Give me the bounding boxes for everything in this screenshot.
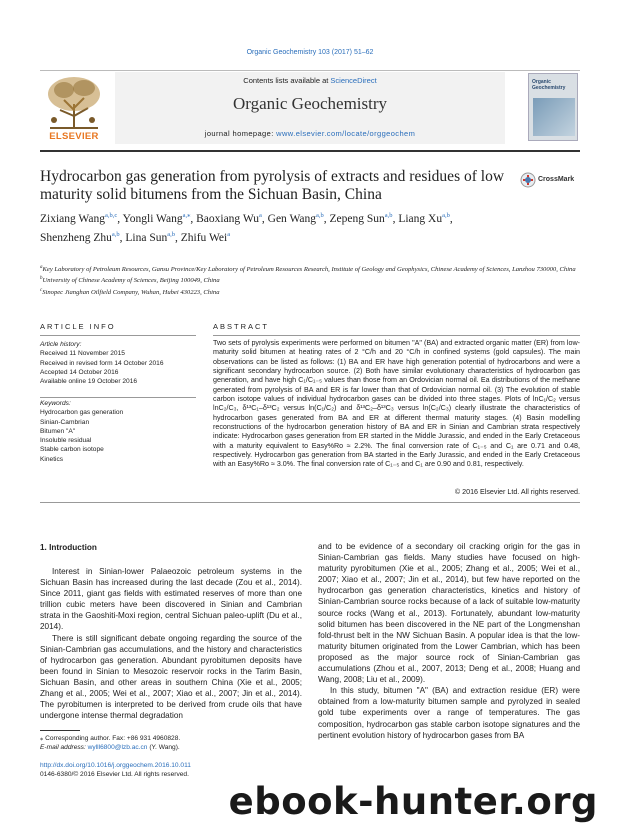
doi-link[interactable]: http://dx.doi.org/10.1016/j.orggeochem.2016.10.011 (40, 762, 191, 769)
crossmark-icon (520, 172, 536, 188)
affiliation-text: Key Laboratory of Petroleum Resources, Gansu Province/Key Laboratory of Petroleum Resources Research, Institute of Geology and Geophysics, Chinese Academy of Sciences, Lanzhou 730000, China (42, 266, 576, 274)
article-info-rule (40, 335, 196, 336)
footnote (40, 734, 302, 752)
body-paragraph: and to be evidence of a secondary oil cracking origin for the gas in Sinian-Cambrian gas fields. Many studies have focused on high-maturity pyrobitumen (Xie et al., 2005; Zhang et al., 2005; Wei et al., 2007; Xiao et al., 2007; Jin et al., 2014), but few have reported on the hydrocarbon gas generation characteristics, kinetics and history of Sinian-Cambrian source rocks because of a lack of suitable low-maturity source rocks (Wang et al., 2013). Fortunately, abundant low-maturity solid bitumen has been discovered in the NE part of the Longmenshan fold-thrust belt in the NW Sichuan Basin. A popular idea is that the low-maturity bitumen originated from the Lower Cambrian, which has been proposed as the major source rock of Sinian-Cambrian gas accumulations (Zhou et al., 2007, 2013; Deng et al., 2008; Huang and Wang, 2008; Liu et al., 2009). (318, 542, 580, 685)
keywords (40, 399, 200, 464)
author-name[interactable]: Shenzheng Zhu (40, 231, 112, 244)
abstract-heading: ABSTRACT (213, 322, 270, 331)
author-affiliation-marker[interactable]: a,b (111, 230, 120, 238)
keyword-item: Insoluble residual (40, 437, 92, 445)
introduction-heading: 1. Introduction (40, 543, 97, 552)
journal-reference[interactable]: Organic Geochemistry 103 (2017) 51–62 (246, 49, 374, 56)
author-affiliation-marker[interactable]: a,⁎ (182, 212, 191, 219)
email-label: E-mail address: (40, 744, 88, 751)
author-list (40, 208, 560, 246)
contents-prefix: Contents lists available at (243, 76, 331, 85)
history-item: Received in revised form 14 October 2016 (40, 359, 164, 367)
abstract-rule (213, 335, 580, 336)
body-column-left (40, 566, 302, 721)
author-affiliation-marker[interactable]: a,b (442, 212, 450, 219)
keywords-rule (40, 397, 196, 398)
article-info-heading: ARTICLE INFO (40, 322, 116, 331)
sciencedirect-link[interactable]: ScienceDirect (330, 76, 377, 85)
article-title: Hydrocarbon gas generation from pyrolysis of extracts and residues of low maturity solid bitumens from the Sichuan Basin, China (40, 168, 505, 203)
author-affiliation-marker[interactable]: a,b (167, 230, 175, 238)
author-affiliation-marker[interactable]: a (227, 230, 231, 238)
keyword-item: Bitumen "A" (40, 427, 76, 435)
keyword-item: Sinian-Cambrian (40, 418, 90, 426)
abstract-bottom-rule (40, 502, 580, 503)
email-link[interactable]: wylll6800@lzb.ac.cn (87, 744, 148, 751)
body-paragraph: In this study, bitumen "A" (BA) and extraction residue (ER) were obtained from a low-maturity bitumen sample and pyrolyzed in sealed gold tube experiments over a range of temperatures. The gas composition, hydrocarbon gas stable carbon isotope signatures and the pertinent evolution history of hydrocarbon gases from BA (318, 686, 580, 740)
keyword-item: Hydrocarbon gas generation (40, 409, 124, 417)
author-name[interactable]: Liang Xu (398, 212, 443, 225)
author-separator: , (261, 212, 268, 225)
doi-block (40, 761, 302, 779)
author-name[interactable]: Yongli Wang (122, 212, 183, 225)
keyword-item: Kinetics (40, 455, 64, 463)
header-bottom-rule (40, 150, 580, 152)
author-affiliation-marker[interactable]: a (259, 212, 262, 219)
cover-title: Organic Geochemistry (532, 79, 566, 91)
watermark (0, 780, 620, 827)
watermark-text: ebook-hunter.org (228, 780, 598, 823)
keyword-item: Stable carbon isotope (40, 446, 104, 454)
contents-available (115, 76, 505, 85)
homepage-link[interactable]: www.elsevier.com/locate/orggeochem (276, 129, 416, 138)
affiliation-item (40, 286, 580, 297)
homepage-prefix: journal homepage: (204, 129, 277, 138)
journal-cover-thumbnail (528, 73, 578, 141)
journal-title: Organic Geochemistry (232, 94, 388, 113)
body-column-right (318, 541, 580, 741)
affiliation-item (40, 263, 580, 274)
issn-line: 0146-6380/© 2016 Elsevier Ltd. All rights reserved. (40, 771, 189, 778)
history-item: Received 11 November 2015 (40, 350, 125, 358)
journal-homepage (115, 129, 505, 138)
author-name[interactable]: Gen Wang (267, 212, 317, 225)
author-name[interactable]: Lina Sun (125, 231, 168, 244)
abstract-text: Two sets of pyrolysis experiments were performed on bitumen "A" (BA) and extracted organic matter (ER) from low-maturity solid bitumen at heating rates of 2 °C/h and 20 °C/h in confined systems (gold capsules). The main observations can be listed as follows: (1) BA and ER have high generation potential of hydrocarbons and were a significant secondary hydrocarbon source. (2) Both have similar evolutionary characteristics of hydrocarbon gas generation, and have high C₁/C₁₋₅ values than those from an Ordovician normal oil. Ea distributions of the methane generated from pyrolysis of BA and ER is far lower than that of Ordovician normal oil. (3) The evolution of stable carbon isotope values of individual hydrocarbon gases can be divided into three stages. Plots of lnC₁/C₂ versus lnC₂/C₃, δ¹³C₁–δ¹³C₂ versus ln(C₁/C₂) and δ¹³C₂–δ¹³C₃ versus ln(C₂/C₃) clearly illustrate the characteristics of hydrocarbon gases generated from BA and ER at different thermal maturity stages. (4) Basin modelling reconstructions of the hydrocarbon generation history of BA and ER in Sinian and Cambrian strata respectively indicate: Hydrocarbon gases generation from ER started in the Middle Jurassic, and ended in the Early Cretaceous with a maturity equivalent to Easy%Ro ≈ 2.2%. The final conversion rate of C₁₋₅ and C₁ are 0.71 and 0.48, respectively. Hydrocarbon gas generation from BA started in the Early Jurassic, and ended in the Early Cretaceous with an Easy%Ro ≈ 3.0%. The final conversion rate of C₁₋₅ and C₁ are 0.90 and 0.81, respectively. (213, 339, 580, 469)
author-separator: , (392, 212, 399, 225)
email-suffix: (Y. Wang). (147, 744, 180, 751)
article-history (40, 340, 200, 386)
corresponding-author: ⁎ Corresponding author. Fax: +86 931 4960828. (40, 735, 181, 742)
author-separator: , (323, 212, 330, 225)
author-separator: , (190, 212, 197, 225)
author-separator: , (175, 231, 181, 244)
crossmark-badge[interactable] (520, 172, 580, 192)
elsevier-tree-logo (40, 74, 108, 130)
affiliation-marker: a (40, 265, 43, 270)
cover-image (533, 98, 575, 136)
keywords-label: Keywords: (40, 400, 71, 407)
body-paragraph: There is still significant debate ongoing regarding the source of the Sinian-Cambrian gas accumulations, and the history and characteristics of hydrocarbon gas generation. Abundant pyrobitumen deposits have been found in Sinian to Mesozoic reservoir rocks in the Tarim Basin, Sichuan Basin, and other areas in southern China (Xie et al., 2005; Zhang et al., 2005; Wei et al., 2007; Xiao et al., 2007; Jin et al., 2014). The pyrobitumen is interpreted to be derived from crude oils that have undergone intense thermal degradation (40, 633, 302, 721)
author-name[interactable]: Baoxiang Wu (196, 212, 259, 225)
affiliations (40, 263, 580, 297)
affiliation-text: Sinopec Jianghan Oilfield Company, Wuhan, Hubei 430223, China (42, 288, 220, 296)
author-name[interactable]: Zepeng Sun (329, 212, 385, 225)
author-separator: , (119, 231, 126, 244)
affiliation-item (40, 274, 580, 285)
abstract-copyright: © 2016 Elsevier Ltd. All rights reserved. (454, 488, 580, 496)
affiliation-marker: c (40, 287, 43, 293)
author-affiliation-marker[interactable]: a,b,c (104, 212, 118, 219)
footnote-rule (40, 730, 80, 731)
email-line (40, 743, 302, 752)
history-item: Available online 19 October 2016 (40, 378, 138, 386)
body-paragraph: Interest in Sinian-lower Palaeozoic petroleum systems in the Sichuan Basin has increased during the last decade (Zou et al., 2014). Since 2011, giant gas fields with estimated reserves of more than one trillion cubic meters have been discovered in Sinian and Cambrian strata in the Gaoshiti-Moxi region, central Sichuan paleo-uplift (Du et al., 2014). (40, 567, 302, 632)
history-label: Article history: (40, 341, 82, 348)
author-separator: , (117, 212, 123, 225)
author-separator: , (449, 212, 453, 225)
author-name[interactable]: Zhifu Wei (180, 231, 228, 244)
crossmark-label: CrossMark (538, 176, 575, 183)
elsevier-wordmark: ELSEVIER (49, 131, 99, 142)
affiliation-text: University of Chinese Academy of Sciences, Beijing 100049, China (42, 277, 220, 285)
author-name[interactable]: Zixiang Wang (40, 212, 105, 225)
author-affiliation-marker[interactable]: a,b (316, 212, 324, 219)
author-affiliation-marker[interactable]: a,b (384, 212, 393, 219)
affiliation-marker: b (40, 276, 43, 282)
history-item: Accepted 14 October 2016 (40, 368, 119, 376)
header-top-rule (40, 70, 580, 71)
